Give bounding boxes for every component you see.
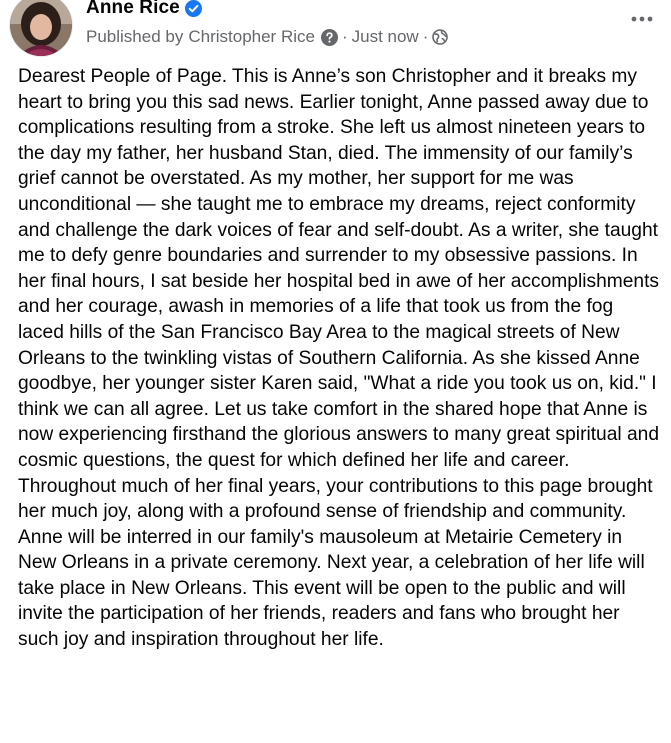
globe-icon[interactable]	[432, 29, 448, 45]
post-body-text: Dearest People of Page. This is Anne’s son Christopher and it breaks my heart to bring you this sad news. Earlier tonight, Anne passed away due to complications resulting from a stroke. She left us almost nineteen years to the day my father, her husband Stan, died. The immensity of our family’s grief cannot be overstated. As my mother, her support for me was unconditional — she taught me to embrace my dreams, reject conformity and challenge the dark voices of fear and self-doubt. As a writer, she taught me to defy genre boundaries and surrender to my obsessive passions. In her final hours, I sat beside her hospital bed in awe of her accomplishments and her courage, awash in memories of a life that took us from the fog laced hills of the San Francisco Bay Area to the magical streets of New Orleans to the twinkling vistas of Southern California. As she kissed Anne goodbye, her younger sister Karen said, "What a ride you took us on, kid." I think we can all agree. Let us take comfort in the shared hope that Anne is now experiencing firsthand the glorious answers to many great spiritual and cosmic questions, the quest for which defined her life and career. Throughout much of her final years, your contributions to this page brought her much joy, along with a profound sense of friendship and community. Anne will be interred in our family's mausoleum at Metairie Cemetery in New Orleans in a private ceremony. Next year, a celebration of her life will take place in New Orleans. This event will be open to the public and will invite the participation of her friends, readers and fans who brought her such joy and inspiration throughout her life.	[18, 66, 660, 651]
more-horizontal-icon	[630, 10, 654, 28]
meta-separator: ·	[341, 27, 348, 46]
publisher-name[interactable]: Christopher Rice	[188, 27, 315, 46]
author-avatar[interactable]	[10, 0, 72, 56]
verified-badge-icon	[185, 0, 202, 17]
post-header	[0, 0, 671, 60]
avatar-photo	[10, 0, 72, 56]
author-name[interactable]: Anne Rice	[86, 0, 180, 18]
more-options-button[interactable]	[625, 4, 659, 34]
post-timestamp[interactable]: Just now	[351, 27, 419, 46]
meta-separator-2: ·	[422, 27, 429, 46]
published-by-label: Published by	[86, 27, 184, 46]
post-meta	[86, 24, 448, 50]
author-row	[86, 0, 202, 22]
question-circle-icon[interactable]	[321, 29, 338, 46]
